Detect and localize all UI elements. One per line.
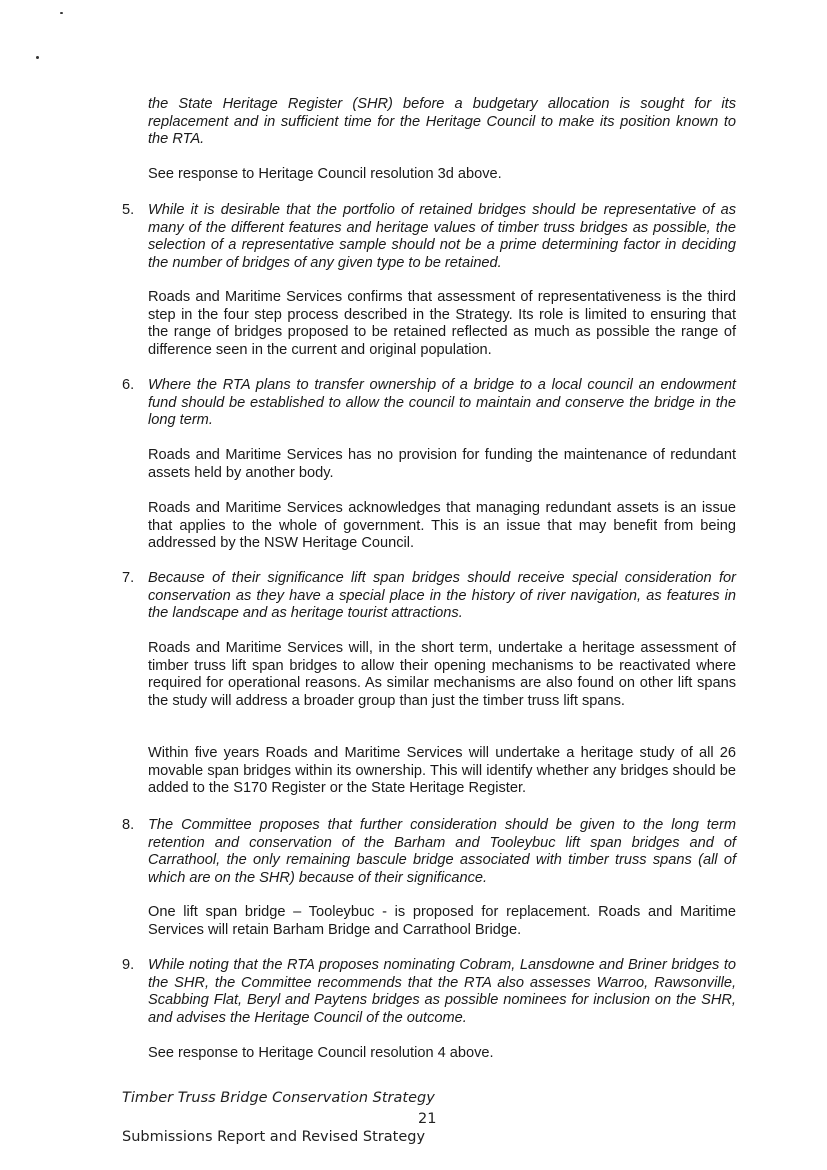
carryover-recommendation-text: the State Heritage Register (SHR) before a budgetary allocation is sought for its replacement and in sufficient time for the Heritage Council to make its position known to the RTA. bbox=[148, 96, 736, 148]
item-number: 5. bbox=[122, 202, 135, 218]
item-number: 7. bbox=[122, 570, 135, 586]
page-number: 21 bbox=[418, 1111, 437, 1127]
item-number: 8. bbox=[122, 817, 135, 833]
response-text: One lift span bridge – Tooleybuc - is proposed for replacement. Roads and Maritime Services will retain Barham Bridge and Carrathool Bridge. bbox=[148, 904, 736, 938]
scan-speck bbox=[60, 12, 63, 14]
scan-speck bbox=[36, 56, 39, 59]
recommendation-text: While noting that the RTA proposes nominating Cobram, Lansdowne and Briner bridges to the SHR, the Committee recommends that the RTA also assesses Warroo, Rawsonville, Scabbing Flat, Beryl and Paytens bridges as possible nominees for inclusion on the SHR, and advises the Heritage Council of the outcome. bbox=[148, 957, 736, 1026]
carryover-response-text: See response to Heritage Council resolution 3d above. bbox=[148, 166, 502, 182]
response-text: Within five years Roads and Maritime Services will undertake a heritage study of all 26 movable span bridges within its ownership. This will identify whether any bridges should be added to the S170 Register or the State Heritage Register. bbox=[148, 745, 736, 797]
footer-subtitle: Submissions Report and Revised Strategy bbox=[122, 1129, 426, 1145]
item-number: 6. bbox=[122, 377, 135, 393]
item-number: 9. bbox=[122, 957, 135, 973]
recommendation-text: The Committee proposes that further consideration should be given to the long term retention and conservation of the Barham and Tooleybuc lift span bridges and of Carrathool, the only remaining bascule bridge associated with timber truss spans (all of which are on the SHR) because of their significance. bbox=[148, 817, 736, 886]
footer-document-title: Timber Truss Bridge Conservation Strategy bbox=[122, 1090, 435, 1106]
recommendation-text: Because of their significance lift span bridges should receive special consideration for conservation as they have a special place in the history of river navigation, as features in the landscape and as heritage tourist attractions. bbox=[148, 570, 736, 622]
recommendation-text: Where the RTA plans to transfer ownership of a bridge to a local council an endowment fund should be established to allow the council to maintain and conserve the bridge in the long term. bbox=[148, 377, 736, 429]
response-text: Roads and Maritime Services will, in the short term, undertake a heritage assessment of timber truss lift span bridges to allow their opening mechanisms to be reactivated where required for operational reasons. As similar mechanisms are also found on other lift spans the study will address a broader group than just the timber truss lift spans. bbox=[148, 640, 736, 709]
recommendation-text: While it is desirable that the portfolio of retained bridges should be representative of as many of the different features and heritage values of timber truss bridges as possible, the selection of a representative sample should not be a prime determining factor in deciding the number of bridges of any given type to be retained. bbox=[148, 202, 736, 271]
response-text: Roads and Maritime Services has no provision for funding the maintenance of redundant assets held by another body. bbox=[148, 447, 736, 481]
response-text: Roads and Maritime Services confirms that assessment of representativeness is the third step in the four step process described in the Strategy. Its role is limited to ensuring that the range of bridges proposed to be retained reflected as much as possible the range of difference seen in the current and original population. bbox=[148, 289, 736, 358]
response-text: Roads and Maritime Services acknowledges that managing redundant assets is an issue that applies to the whole of government. This is an issue that may benefit from being addressed by the NSW Heritage Council. bbox=[148, 500, 736, 552]
response-text: See response to Heritage Council resolution 4 above. bbox=[148, 1045, 494, 1061]
